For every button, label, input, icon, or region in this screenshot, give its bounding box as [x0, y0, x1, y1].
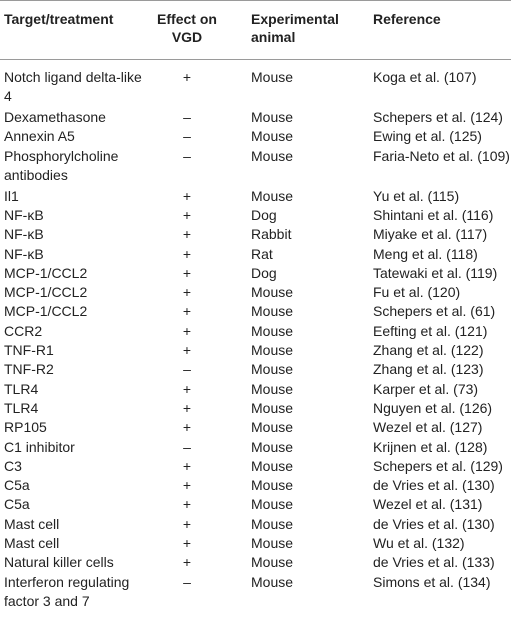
- cell-reference: Schepers et al. (124): [373, 109, 503, 125]
- cell-target: TNF-R2: [4, 361, 54, 378]
- cell-target: CCR2: [4, 322, 43, 339]
- cell-animal: Mouse: [251, 69, 294, 85]
- cell-effect: +: [182, 515, 192, 532]
- cell-animal: Mouse: [251, 303, 294, 320]
- cell-animal: Mouse: [251, 128, 294, 145]
- cell-effect: +: [182, 245, 192, 262]
- cell-reference: Tatewaki et al. (119): [373, 264, 498, 281]
- cell-target: TLR4: [4, 399, 39, 416]
- cell-animal: Mouse: [251, 361, 294, 378]
- cell-effect: +: [182, 206, 192, 223]
- cell-animal: Mouse: [251, 109, 294, 125]
- cell-animal: Mouse: [251, 342, 294, 358]
- cell-animal: Mouse: [251, 187, 294, 204]
- cell-reference: Meng et al. (118): [373, 245, 478, 262]
- cell-reference: Shintani et al. (116): [373, 206, 494, 223]
- cell-animal: Mouse: [251, 457, 294, 474]
- cell-effect: +: [182, 226, 192, 243]
- cell-target: NF-κB: [4, 206, 44, 223]
- cell-effect: +: [182, 187, 192, 204]
- cell-effect: +: [182, 457, 192, 474]
- cell-animal: Dog: [251, 206, 277, 223]
- cell-animal: Mouse: [251, 535, 294, 551]
- header-rule: [0, 59, 511, 60]
- cell-target: Phosphorylcholine antibodies: [4, 147, 119, 183]
- cell-reference: Zhang et al. (122): [373, 342, 484, 358]
- cell-animal: Mouse: [251, 496, 294, 513]
- cell-reference: Fu et al. (120): [373, 284, 461, 301]
- header-target: Target/treatment: [4, 11, 114, 27]
- cell-reference: Ewing et al. (125): [373, 128, 482, 145]
- cell-target: Mast cell: [4, 535, 60, 551]
- cell-target: Natural killer cells: [4, 554, 114, 571]
- cell-reference: de Vries et al. (133): [373, 554, 495, 571]
- cell-target: Interferon regulating factor 3 and 7: [4, 573, 130, 609]
- cell-effect: +: [182, 303, 192, 320]
- cell-animal: Dog: [251, 264, 277, 281]
- cell-effect: –: [183, 147, 191, 164]
- table-header: [0, 10, 511, 58]
- cell-animal: Rabbit: [251, 226, 292, 243]
- cell-reference: Eefting et al. (121): [373, 322, 488, 339]
- cell-target: C5a: [4, 477, 30, 494]
- cell-target: MCP-1/CCL2: [4, 303, 88, 320]
- cell-animal: Mouse: [251, 322, 294, 339]
- cell-target: C3: [4, 457, 22, 474]
- cell-reference: Schepers et al. (61): [373, 303, 496, 320]
- cell-effect: +: [182, 69, 192, 85]
- cell-effect: +: [182, 399, 192, 416]
- cell-reference: Miyake et al. (117): [373, 226, 488, 243]
- cell-animal: Mouse: [251, 477, 294, 494]
- cell-target: MCP-1/CCL2: [4, 264, 88, 281]
- cell-target: NF-κB: [4, 226, 44, 243]
- cell-effect: –: [183, 573, 191, 590]
- cell-reference: Yu et al. (115): [373, 187, 460, 204]
- cell-animal: Mouse: [251, 573, 294, 590]
- cell-target: Il1: [4, 187, 19, 204]
- cell-animal: Mouse: [251, 515, 294, 532]
- cell-target: RP105: [4, 419, 47, 436]
- header-reference: Reference: [373, 11, 441, 27]
- cell-reference: de Vries et al. (130): [373, 515, 495, 532]
- cell-animal: Rat: [251, 245, 273, 262]
- cell-animal: Mouse: [251, 438, 294, 455]
- cell-effect: +: [182, 477, 192, 494]
- cell-effect: +: [182, 535, 192, 551]
- cell-reference: Faria-Neto et al. (109): [373, 147, 510, 164]
- cell-target: Annexin A5: [4, 128, 75, 145]
- cell-effect: +: [182, 380, 192, 397]
- cell-effect: –: [183, 438, 191, 455]
- header-animal: Experimental animal: [251, 11, 339, 45]
- cell-reference: Wezel et al. (127): [373, 419, 483, 436]
- cell-effect: +: [182, 554, 192, 571]
- cell-reference: Simons et al. (134): [373, 573, 491, 590]
- cell-reference: Wezel et al. (131): [373, 496, 483, 513]
- cell-target: NF-κB: [4, 245, 44, 262]
- cell-reference: Karper et al. (73): [373, 380, 479, 397]
- cell-effect: –: [183, 109, 191, 125]
- cell-effect: +: [182, 264, 192, 281]
- cell-effect: –: [183, 361, 191, 378]
- cell-target: Mast cell: [4, 515, 60, 532]
- cell-reference: Wu et al. (132): [373, 535, 465, 551]
- cell-effect: +: [182, 419, 192, 436]
- cell-target: TNF-R1: [4, 342, 54, 358]
- cell-animal: Mouse: [251, 554, 294, 571]
- top-rule: [0, 0, 511, 1]
- cell-target: Dexamethasone: [4, 109, 106, 125]
- cell-target: TLR4: [4, 380, 39, 397]
- cell-reference: Nguyen et al. (126): [373, 399, 493, 416]
- cell-effect: +: [182, 342, 192, 358]
- cell-animal: Mouse: [251, 284, 294, 301]
- cell-animal: Mouse: [251, 380, 294, 397]
- cell-reference: de Vries et al. (130): [373, 477, 495, 494]
- cell-reference: Krijnen et al. (128): [373, 438, 488, 455]
- cell-animal: Mouse: [251, 147, 294, 164]
- header-effect: Effect on VGD: [157, 11, 217, 45]
- cell-reference: Koga et al. (107): [373, 69, 477, 85]
- cell-target: MCP-1/CCL2: [4, 284, 88, 301]
- cell-target: C5a: [4, 496, 30, 513]
- cell-animal: Mouse: [251, 419, 294, 436]
- cell-effect: +: [182, 322, 192, 339]
- cell-reference: Zhang et al. (123): [373, 361, 484, 378]
- cell-target: C1 inhibitor: [4, 438, 75, 455]
- cell-effect: –: [183, 128, 191, 145]
- cell-reference: Schepers et al. (129): [373, 457, 503, 474]
- cell-target: Notch ligand delta-like 4: [4, 69, 142, 104]
- cell-effect: +: [182, 284, 192, 301]
- cell-effect: +: [182, 496, 192, 513]
- cell-animal: Mouse: [251, 399, 294, 416]
